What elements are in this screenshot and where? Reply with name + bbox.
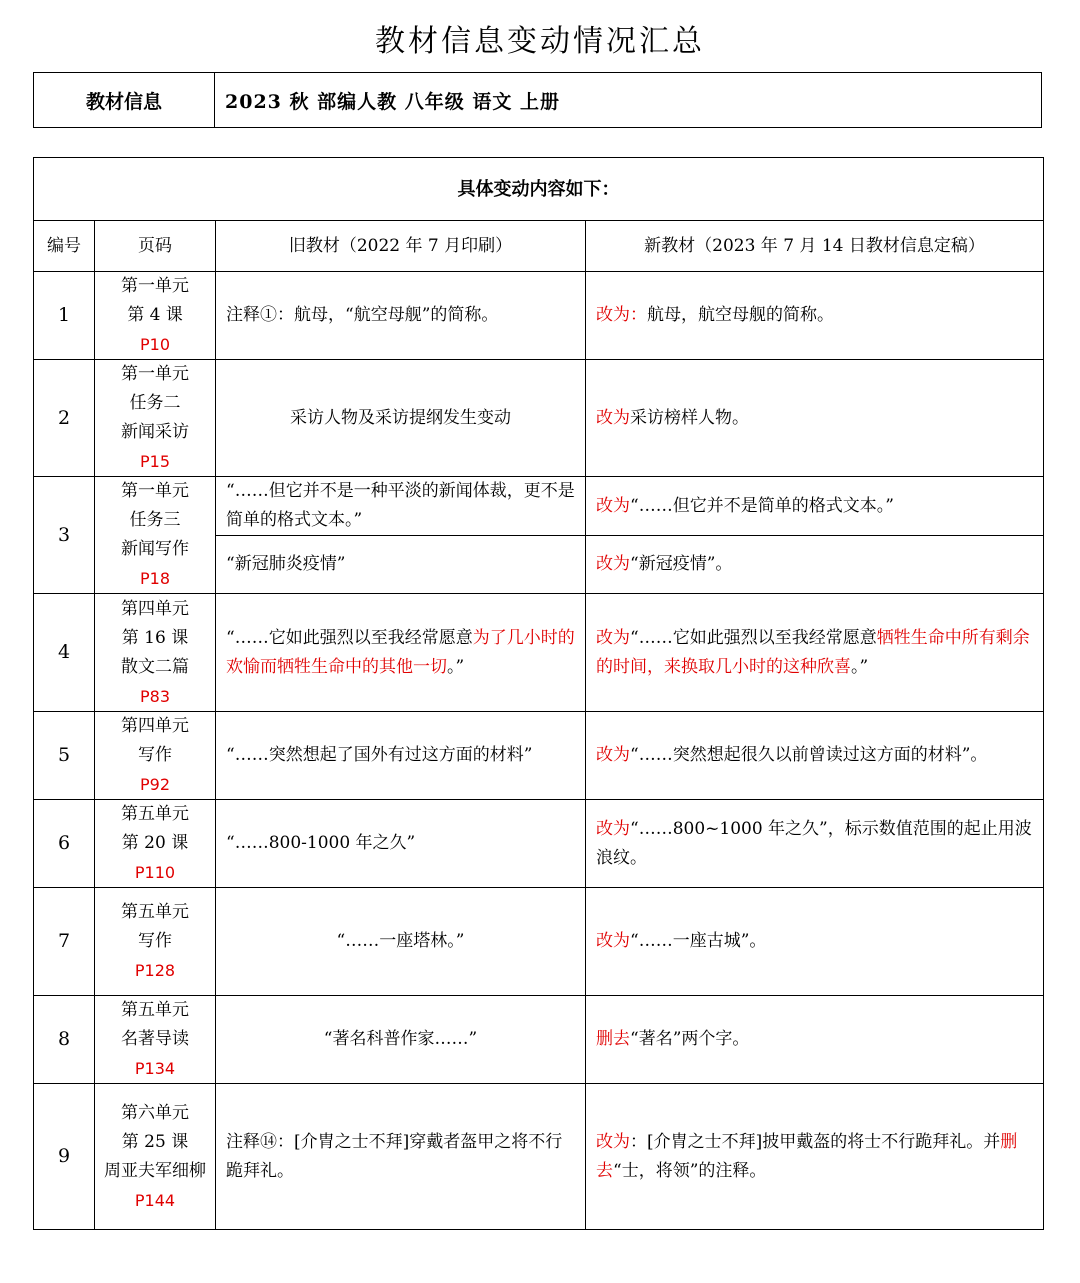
new-text [586,996,1044,1084]
unit-label: 第六单元 [121,1102,189,1123]
page-number: P128 [134,961,176,980]
change-action: 改为 [596,495,630,516]
new-text [586,536,1044,594]
unit-label: 第四单元 [121,716,189,736]
lesson-label: 周亚夫军细柳 [104,1160,206,1181]
page-number: P144 [134,1190,176,1210]
change-action: 改为 [596,627,630,648]
unit-label: 第五单元 [121,804,189,824]
row-number: 4 [34,594,95,712]
change-content: “……一座古城”。 [630,931,767,951]
old-text [216,594,586,712]
row-number: 2 [34,360,95,477]
header-page: 页码 [95,221,216,272]
lesson-label: 任务三 [129,510,181,530]
row-number: 3 [34,477,95,594]
page-number: P15 [139,452,170,471]
header-old: 旧教材（2022 年 7 月印刷） [216,221,586,272]
page-number: P92 [139,775,170,794]
table-row [34,594,1044,712]
unit-label: 第五单元 [121,1000,189,1020]
page-cell [95,272,216,360]
new-text [586,712,1044,800]
old-text-plain: “……它如此强烈以至我经常愿意 [226,627,473,648]
change-action-delete: 删去 [596,1131,1018,1181]
old-text: 采访人物及采访提纲发生变动 [216,360,586,477]
row-number: 9 [34,1084,95,1230]
change-action: 改为 [596,931,630,951]
unit-label: 第五单元 [121,902,189,922]
row-number: 1 [34,272,95,360]
table-row [34,888,1044,996]
unit-label: 第四单元 [121,598,189,619]
lesson-label: 写作 [138,745,172,765]
page-cell [95,594,216,712]
lesson-label: 新闻采访 [121,422,189,442]
new-text [586,594,1044,712]
old-text: “……但它并不是一种平淡的新闻体裁，更不是简单的格式文本。” [216,477,586,536]
page-cell [95,996,216,1084]
new-text [586,272,1044,360]
row-number: 7 [34,888,95,996]
change-action: 改为： [596,305,647,325]
change-content: ：[介胄之士不拜]披甲戴盔的将士不行跪拜礼。并 [630,1131,1001,1152]
old-text-highlight: 为了几小时的欢愉而牺牲生命中的其他一切 [226,627,575,677]
new-text-highlight: 牺牲生命中所有剩余的时间，来换取几小时的这种欣喜 [596,627,1030,677]
table-header-row [34,221,1044,272]
page-number: P134 [134,1059,176,1078]
table-row [34,712,1044,800]
table-row [34,1084,1044,1230]
change-content: “著名”两个字。 [630,1029,750,1049]
new-text [586,360,1044,477]
new-text-end: 。” [851,656,869,677]
header-new: 新教材（2023 年 7 月 14 日教材信息定稿） [586,221,1044,272]
change-content: 采访榜样人物。 [630,407,749,428]
old-text: 注释⑭：[介胄之士不拜]穿戴者盔甲之将不行跪拜礼。 [216,1084,586,1230]
change-content-2: “士，将领”的注释。 [613,1160,767,1181]
page-number: P83 [139,686,170,706]
lesson-label: 写作 [138,931,172,951]
old-text: “……800-1000 年之久” [216,800,586,888]
new-text [586,477,1044,536]
old-text: 注释①：航母，“航空母舰”的简称。 [216,272,586,360]
row-number: 8 [34,996,95,1084]
page-cell [95,360,216,477]
page-cell [95,888,216,996]
table-row [34,996,1044,1084]
lesson-label: 第 4 课 [127,305,183,325]
change-action: 删去 [596,1029,630,1049]
change-content: “……突然想起很久以前曾读过这方面的材料”。 [630,745,988,765]
unit-label: 第一单元 [121,481,189,501]
page-number: P110 [134,863,176,882]
old-text: “……一座塔林。” [216,888,586,996]
header-num: 编号 [34,221,95,272]
page-number: P18 [139,569,170,588]
table-row [34,360,1044,477]
change-action: 改为 [596,745,630,765]
lesson-label: 第 20 课 [121,833,189,853]
change-content: “……但它并不是简单的格式文本。” [630,495,894,516]
change-action: 改为 [596,554,630,574]
old-text: “著名科普作家……” [216,996,586,1084]
changes-table [33,157,1044,1230]
lesson-label: 任务二 [129,393,181,413]
info-value: 2023 秋 部编人教 八年级 语文 上册 [215,73,1042,128]
table-row [34,272,1044,360]
table-row [34,800,1044,888]
textbook-info-table [33,72,1042,128]
table-caption: 具体变动内容如下： [34,158,1044,221]
info-label: 教材信息 [34,73,215,128]
new-text [586,1084,1044,1230]
new-text [586,800,1044,888]
lesson-label: 新闻写作 [121,539,189,559]
new-text [586,888,1044,996]
unit-label: 第一单元 [121,276,189,296]
old-text-end: 。” [447,656,465,677]
lesson-label: 名著导读 [121,1029,189,1049]
page-title: 教材信息变动情况汇总 [375,24,705,59]
old-text: “新冠肺炎疫情” [216,536,586,594]
lesson-label: 第 16 课 [121,627,189,648]
unit-label: 第一单元 [121,364,189,384]
table-row [34,477,1044,536]
change-content: “新冠疫情”。 [630,554,733,574]
lesson-label: 散文二篇 [121,656,189,677]
old-text: “……突然想起了国外有过这方面的材料” [216,712,586,800]
row-number: 6 [34,800,95,888]
change-action: 改为 [596,407,630,428]
new-text-plain: “……它如此强烈以至我经常愿意 [630,627,877,648]
change-action: 改为 [596,1131,630,1152]
page-cell [95,712,216,800]
page-number: P10 [139,335,170,354]
lesson-label: 第 25 课 [121,1131,189,1152]
page-cell [95,1084,216,1230]
change-content: “……800~1000 年之久”，标示数值范围的起止用波浪纹。 [596,818,1032,868]
change-content: 航母，航空母舰的简称。 [647,305,834,325]
change-action: 改为 [596,818,630,839]
row-number: 5 [34,712,95,800]
page-cell [95,800,216,888]
page-cell [95,477,216,594]
